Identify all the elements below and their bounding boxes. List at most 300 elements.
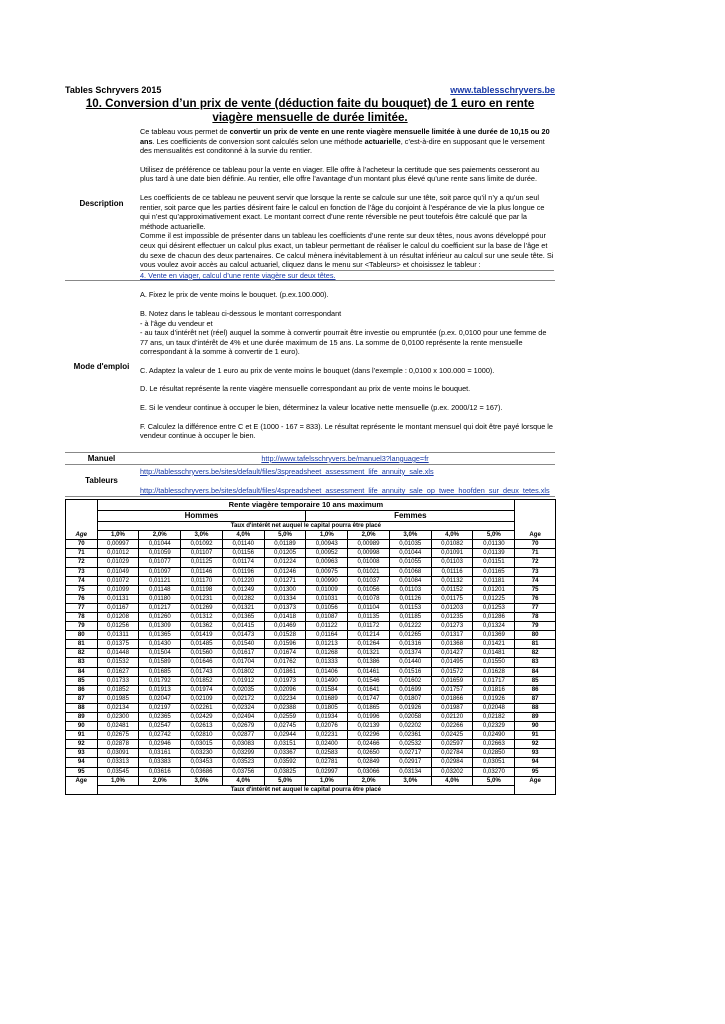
women-coefficient-cell: 0,01926 xyxy=(473,694,515,703)
age-cell: 95 xyxy=(515,767,556,776)
men-coefficient-cell: 0,01321 xyxy=(222,603,264,612)
men-coefficient-cell: 0,01125 xyxy=(181,558,223,567)
women-coefficient-cell: 0,02400 xyxy=(306,740,348,749)
women-coefficient-cell: 0,02850 xyxy=(473,749,515,758)
age-cell: 71 xyxy=(515,549,556,558)
men-coefficient-cell: 0,01174 xyxy=(222,558,264,567)
mode-step-f: F. Calculez la différence entre C et E (1000 - 167 = 833). Le résultat représente le montant mensuel qui doit être payé lorsque le vendeur continue à occuper le bien. xyxy=(140,421,553,441)
women-coefficient-cell: 0,01584 xyxy=(306,685,348,694)
women-coefficient-cell: 0,01374 xyxy=(389,649,431,658)
women-coefficient-cell: 0,01572 xyxy=(431,667,473,676)
mode-step-c: C. Adaptez la valeur de 1 euro au prix de vente moins le bouquet (dans l’exemple : 0,0100 x 100.000 = 1000). xyxy=(140,365,495,375)
women-coefficient-cell: 0,00943 xyxy=(306,540,348,549)
men-coefficient-cell: 0,01049 xyxy=(97,567,139,576)
men-coefficient-cell: 0,02365 xyxy=(139,713,181,722)
age-cell: 86 xyxy=(515,685,556,694)
age-cell: 88 xyxy=(66,703,98,712)
age-cell: 90 xyxy=(66,722,98,731)
women-coefficient-cell: 0,02849 xyxy=(348,758,390,767)
women-coefficient-cell: 0,02984 xyxy=(431,758,473,767)
age-cell: 89 xyxy=(66,713,98,722)
men-coefficient-cell: 0,01107 xyxy=(181,549,223,558)
header-website-link[interactable]: www.tablesschryvers.be xyxy=(450,85,555,95)
men-coefficient-cell: 0,01792 xyxy=(139,676,181,685)
table-row xyxy=(66,622,556,631)
women-coefficient-cell: 0,01164 xyxy=(306,631,348,640)
women-coefficient-cell: 0,01103 xyxy=(431,558,473,567)
annuity-table xyxy=(65,499,556,795)
women-coefficient-cell: 0,01035 xyxy=(389,540,431,549)
women-coefficient-cell: 0,01068 xyxy=(389,567,431,576)
men-coefficient-cell: 0,01092 xyxy=(181,540,223,549)
mode-body xyxy=(138,281,554,452)
women-coefficient-cell: 0,01440 xyxy=(389,658,431,667)
age-cell: 80 xyxy=(66,631,98,640)
rate-header: 5,0% xyxy=(264,531,306,540)
women-coefficient-cell: 0,01104 xyxy=(348,603,390,612)
women-coefficient-cell: 0,01333 xyxy=(306,658,348,667)
men-coefficient-cell: 0,01131 xyxy=(97,594,139,603)
men-coefficient-cell: 0,03151 xyxy=(264,740,306,749)
women-coefficient-cell: 0,01406 xyxy=(306,667,348,676)
table-row xyxy=(66,667,556,676)
rate-caption-footer: Taux d'intérêt net auquel le capital pourra être placé xyxy=(97,785,515,794)
men-coefficient-cell: 0,02810 xyxy=(181,731,223,740)
men-coefficient-cell: 0,02679 xyxy=(222,722,264,731)
rate-caption: Taux d'intérêt net auquel le capital pourra être placé xyxy=(97,522,515,531)
women-coefficient-cell: 0,02466 xyxy=(348,740,390,749)
men-coefficient-cell: 0,01012 xyxy=(97,549,139,558)
men-coefficient-cell: 0,01913 xyxy=(139,685,181,694)
women-coefficient-cell: 0,01153 xyxy=(389,603,431,612)
men-coefficient-cell: 0,03230 xyxy=(181,749,223,758)
rate-header: 3,0% xyxy=(181,531,223,540)
women-coefficient-cell: 0,01172 xyxy=(348,622,390,631)
men-coefficient-cell: 0,03015 xyxy=(181,740,223,749)
age-cell: 93 xyxy=(515,749,556,758)
men-coefficient-cell: 0,01375 xyxy=(97,640,139,649)
age-cell: 75 xyxy=(66,585,98,594)
women-coefficient-cell: 0,03202 xyxy=(431,767,473,776)
women-coefficient-cell: 0,01009 xyxy=(306,585,348,594)
women-coefficient-cell: 0,01659 xyxy=(431,676,473,685)
rate-footer: 2,0% xyxy=(139,776,181,785)
men-coefficient-cell: 0,01044 xyxy=(139,540,181,549)
women-coefficient-cell: 0,02717 xyxy=(389,749,431,758)
men-coefficient-cell: 0,03367 xyxy=(264,749,306,758)
men-coefficient-cell: 0,01311 xyxy=(97,631,139,640)
men-coefficient-cell: 0,01415 xyxy=(222,622,264,631)
men-coefficient-cell: 0,02300 xyxy=(97,713,139,722)
men-coefficient-cell: 0,01743 xyxy=(181,667,223,676)
men-coefficient-cell: 0,01334 xyxy=(264,594,306,603)
men-coefficient-cell: 0,01596 xyxy=(264,640,306,649)
women-coefficient-cell: 0,01421 xyxy=(473,640,515,649)
men-coefficient-cell: 0,01802 xyxy=(222,667,264,676)
women-coefficient-cell: 0,01175 xyxy=(431,594,473,603)
table-row xyxy=(66,731,556,740)
rate-footer-row xyxy=(66,776,556,785)
age-cell: 90 xyxy=(515,722,556,731)
women-coefficient-cell: 0,01717 xyxy=(473,676,515,685)
men-coefficient-cell: 0,01646 xyxy=(181,658,223,667)
men-coefficient-cell: 0,02494 xyxy=(222,713,264,722)
men-coefficient-cell: 0,03299 xyxy=(222,749,264,758)
men-coefficient-cell: 0,01469 xyxy=(264,622,306,631)
mode-step-e: E. Si le vendeur continue à occuper le bien, déterminez la valeur locative nette mensuelle (p.ex. 2000/12 = 167). xyxy=(140,403,503,413)
women-coefficient-cell: 0,01461 xyxy=(348,667,390,676)
desc-text: Ce tableau vous permet de xyxy=(140,127,230,136)
rate-header: 4,0% xyxy=(431,531,473,540)
men-coefficient-cell: 0,01589 xyxy=(139,658,181,667)
men-coefficient-cell: 0,01217 xyxy=(139,603,181,612)
men-coefficient-cell: 0,01059 xyxy=(139,549,181,558)
men-coefficient-cell: 0,01430 xyxy=(139,640,181,649)
age-cell: 73 xyxy=(515,567,556,576)
men-coefficient-cell: 0,01532 xyxy=(97,658,139,667)
women-coefficient-cell: 0,01516 xyxy=(389,667,431,676)
women-coefficient-cell: 0,02076 xyxy=(306,722,348,731)
age-cell: 78 xyxy=(515,612,556,621)
men-coefficient-cell: 0,01189 xyxy=(264,540,306,549)
women-coefficient-cell: 0,01021 xyxy=(348,567,390,576)
men-coefficient-cell: 0,01861 xyxy=(264,667,306,676)
table-row xyxy=(66,713,556,722)
age-cell: 91 xyxy=(66,731,98,740)
women-coefficient-cell: 0,02296 xyxy=(348,731,390,740)
women-coefficient-cell: 0,01987 xyxy=(431,703,473,712)
men-coefficient-cell: 0,02109 xyxy=(181,694,223,703)
women-coefficient-cell: 0,01273 xyxy=(431,622,473,631)
women-coefficient-cell: 0,01122 xyxy=(306,622,348,631)
rate-footer: 4,0% xyxy=(222,776,264,785)
women-coefficient-cell: 0,01056 xyxy=(348,585,390,594)
women-coefficient-cell: 0,01865 xyxy=(348,703,390,712)
men-coefficient-cell: 0,02613 xyxy=(181,722,223,731)
table-row xyxy=(66,549,556,558)
table-row xyxy=(66,740,556,749)
men-coefficient-cell: 0,02047 xyxy=(139,694,181,703)
women-coefficient-cell: 0,02182 xyxy=(473,713,515,722)
women-coefficient-cell: 0,01165 xyxy=(473,567,515,576)
women-coefficient-cell: 0,01628 xyxy=(473,667,515,676)
men-coefficient-cell: 0,01985 xyxy=(97,694,139,703)
women-coefficient-cell: 0,02120 xyxy=(431,713,473,722)
mode-step-b: B. Notez dans le tableau ci-dessous le montant correspondant xyxy=(140,308,342,318)
men-coefficient-cell: 0,01148 xyxy=(139,585,181,594)
age-cell: 85 xyxy=(515,676,556,685)
age-cell: 83 xyxy=(515,658,556,667)
age-cell: 91 xyxy=(515,731,556,740)
age-cell: 72 xyxy=(515,558,556,567)
men-coefficient-cell: 0,01282 xyxy=(222,594,264,603)
table-row xyxy=(66,676,556,685)
men-coefficient-cell: 0,01528 xyxy=(264,631,306,640)
men-coefficient-cell: 0,00997 xyxy=(97,540,139,549)
age-cell: 74 xyxy=(66,576,98,585)
table-row xyxy=(66,631,556,640)
women-coefficient-cell: 0,01641 xyxy=(348,685,390,694)
men-coefficient-cell: 0,01099 xyxy=(97,585,139,594)
women-coefficient-cell: 0,01008 xyxy=(348,558,390,567)
men-coefficient-cell: 0,03453 xyxy=(181,758,223,767)
men-coefficient-cell: 0,01733 xyxy=(97,676,139,685)
women-coefficient-cell: 0,02650 xyxy=(348,749,390,758)
rate-header: 5,0% xyxy=(473,531,515,540)
women-coefficient-cell: 0,01253 xyxy=(473,603,515,612)
men-coefficient-cell: 0,03383 xyxy=(139,758,181,767)
table-row xyxy=(66,585,556,594)
men-coefficient-cell: 0,01196 xyxy=(222,567,264,576)
women-coefficient-cell: 0,01550 xyxy=(473,658,515,667)
men-coefficient-cell: 0,01627 xyxy=(97,667,139,676)
age-cell: 89 xyxy=(515,713,556,722)
rate-header: 3,0% xyxy=(389,531,431,540)
women-coefficient-cell: 0,03134 xyxy=(389,767,431,776)
rate-header: 4,0% xyxy=(222,531,264,540)
mode-section xyxy=(65,281,555,453)
women-coefficient-cell: 0,01181 xyxy=(473,576,515,585)
table-row xyxy=(66,576,556,585)
women-coefficient-cell: 0,01386 xyxy=(348,658,390,667)
women-coefficient-cell: 0,01368 xyxy=(431,640,473,649)
men-coefficient-cell: 0,01540 xyxy=(222,640,264,649)
age-cell: 80 xyxy=(515,631,556,640)
men-coefficient-cell: 0,01140 xyxy=(222,540,264,549)
women-coefficient-cell: 0,03270 xyxy=(473,767,515,776)
men-coefficient-cell: 0,03545 xyxy=(97,767,139,776)
table-row xyxy=(66,612,556,621)
men-coefficient-cell: 0,02234 xyxy=(264,694,306,703)
men-coefficient-cell: 0,02745 xyxy=(264,722,306,731)
men-coefficient-cell: 0,01097 xyxy=(139,567,181,576)
desc-paragraph: Comme il est impossible de présenter dans un tableau les coefficients d’une rente sur deux têtes, nous avons développé pour ceux qui désirent effectuer un calcul plus exact, un tableur permettant de réaliser le calcul du coefficient sur la base de l’âge et du sexe de chacun des deux partenaires. Ce calcul mènera inévitablement à un résultat inférieur au calcul sur une seule tête. Si vous voulez avoir accès au calcul actuariel, cliquez dans le menu sur <Tableurs> et choisissez le tableur : xyxy=(140,231,554,270)
men-coefficient-cell: 0,01072 xyxy=(97,576,139,585)
rate-header: 1,0% xyxy=(97,531,139,540)
women-coefficient-cell: 0,02361 xyxy=(389,731,431,740)
age-cell: 70 xyxy=(515,540,556,549)
men-coefficient-cell: 0,02742 xyxy=(139,731,181,740)
rate-footer: 5,0% xyxy=(264,776,306,785)
desc-emphasis: convertir un prix de vente en une rente viagère mensuelle limitée à une durée de 10,15 ou 20 ans xyxy=(140,127,550,146)
age-cell: 95 xyxy=(66,767,98,776)
women-coefficient-cell: 0,01084 xyxy=(389,576,431,585)
women-coefficient-cell: 0,01689 xyxy=(306,694,348,703)
rate-footer: 3,0% xyxy=(181,776,223,785)
desc-paragraph: Les coefficients de ce tableau ne peuvent servir que lorsque la rente se calcule sur une tête, soit parce qu’il n’y a qu’un seul rentier, soit parce que les parties désirent faire le calcul en fonction de l’âge du conjoint à l’espérance de vie la plus longue ce qui n’est qu’approximativement exact. Le montant correct d’une rente réversible ne peut toutefois être calculé que par la méthode actuarielle. xyxy=(140,192,545,231)
women-coefficient-cell: 0,02139 xyxy=(348,722,390,731)
rate-header: 2,0% xyxy=(348,531,390,540)
women-coefficient-cell: 0,00990 xyxy=(306,576,348,585)
men-coefficient-cell: 0,03592 xyxy=(264,758,306,767)
men-coefficient-cell: 0,02096 xyxy=(264,685,306,694)
men-coefficient-cell: 0,01167 xyxy=(97,603,139,612)
women-coefficient-cell: 0,01044 xyxy=(389,549,431,558)
age-footer: Age xyxy=(515,776,556,785)
men-coefficient-cell: 0,01418 xyxy=(264,612,306,621)
men-coefficient-cell: 0,01077 xyxy=(139,558,181,567)
men-coefficient-cell: 0,01260 xyxy=(139,612,181,621)
women-coefficient-cell: 0,01225 xyxy=(473,594,515,603)
page-header xyxy=(65,85,555,95)
age-cell: 77 xyxy=(66,603,98,612)
rate-footer: 1,0% xyxy=(97,776,139,785)
women-coefficient-cell: 0,01265 xyxy=(389,631,431,640)
table-row xyxy=(66,649,556,658)
table-row xyxy=(66,767,556,776)
women-coefficient-cell: 0,01139 xyxy=(473,549,515,558)
women-coefficient-cell: 0,01151 xyxy=(473,558,515,567)
women-coefficient-cell: 0,02997 xyxy=(306,767,348,776)
description-label: Description xyxy=(79,199,124,209)
men-coefficient-cell: 0,02261 xyxy=(181,703,223,712)
age-cell: 82 xyxy=(515,649,556,658)
men-coefficient-cell: 0,01852 xyxy=(97,685,139,694)
women-coefficient-cell: 0,01546 xyxy=(348,676,390,685)
desc-text: . Les coefficients de conversion sont calculés selon une méthode xyxy=(152,136,365,146)
men-header: Hommes xyxy=(97,511,306,522)
men-coefficient-cell: 0,01373 xyxy=(264,603,306,612)
women-coefficient-cell: 0,01087 xyxy=(306,612,348,621)
two-heads-link[interactable]: 4. Vente en viager, calcul d’une rente viagère sur deux têtes. xyxy=(140,270,554,281)
men-coefficient-cell: 0,03091 xyxy=(97,749,139,758)
men-coefficient-cell: 0,02675 xyxy=(97,731,139,740)
women-coefficient-cell: 0,03051 xyxy=(473,758,515,767)
age-cell: 94 xyxy=(515,758,556,767)
women-coefficient-cell: 0,01116 xyxy=(431,567,473,576)
men-coefficient-cell: 0,03313 xyxy=(97,758,139,767)
age-cell: 71 xyxy=(66,549,98,558)
age-cell: 87 xyxy=(66,694,98,703)
women-coefficient-cell: 0,01201 xyxy=(473,585,515,594)
men-coefficient-cell: 0,01170 xyxy=(181,576,223,585)
women-coefficient-cell: 0,02048 xyxy=(473,703,515,712)
men-coefficient-cell: 0,01205 xyxy=(264,549,306,558)
rate-header: 1,0% xyxy=(306,531,348,540)
men-coefficient-cell: 0,01029 xyxy=(97,558,139,567)
men-coefficient-cell: 0,01365 xyxy=(139,631,181,640)
age-footer: Age xyxy=(66,776,98,785)
men-coefficient-cell: 0,01852 xyxy=(181,676,223,685)
women-coefficient-cell: 0,02663 xyxy=(473,740,515,749)
rate-header-row xyxy=(66,531,556,540)
men-coefficient-cell: 0,01617 xyxy=(222,649,264,658)
women-coefficient-cell: 0,01130 xyxy=(473,540,515,549)
age-cell: 94 xyxy=(66,758,98,767)
women-coefficient-cell: 0,02917 xyxy=(389,758,431,767)
age-cell: 70 xyxy=(66,540,98,549)
men-coefficient-cell: 0,02944 xyxy=(264,731,306,740)
men-coefficient-cell: 0,01419 xyxy=(181,631,223,640)
women-coefficient-cell: 0,01807 xyxy=(389,694,431,703)
mode-step-d: D. Le résultat représente la rente viagère mensuelle correspondant au prix de vente moins le bouquet. xyxy=(140,384,471,394)
men-coefficient-cell: 0,01973 xyxy=(264,676,306,685)
men-coefficient-cell: 0,01974 xyxy=(181,685,223,694)
men-coefficient-cell: 0,03756 xyxy=(222,767,264,776)
tableurs-row xyxy=(65,465,555,497)
women-coefficient-cell: 0,02231 xyxy=(306,731,348,740)
women-coefficient-cell: 0,01321 xyxy=(348,649,390,658)
age-cell: 81 xyxy=(515,640,556,649)
men-coefficient-cell: 0,02877 xyxy=(222,731,264,740)
men-coefficient-cell: 0,01365 xyxy=(222,612,264,621)
age-cell: 72 xyxy=(66,558,98,567)
age-cell: 92 xyxy=(66,740,98,749)
age-cell: 92 xyxy=(515,740,556,749)
men-coefficient-cell: 0,01156 xyxy=(222,549,264,558)
women-coefficient-cell: 0,01316 xyxy=(389,640,431,649)
header-title: Tables Schryvers 2015 xyxy=(65,85,162,95)
mode-step-b: - au taux d’intérêt net (réel) auquel la somme à convertir pourrait être investie ou empruntée (p.ex. 0,0100 pour une femme de 77 ans, un taux d’intérêt de 4% et une durée maximum de 15 ans. La somme de 0,0100 représente la rente mensuelle correspondant à la somme à convertir de 1 euro). xyxy=(140,328,547,357)
manuel-row xyxy=(65,453,555,465)
women-coefficient-cell: 0,01268 xyxy=(306,649,348,658)
men-coefficient-cell: 0,01309 xyxy=(139,622,181,631)
men-coefficient-cell: 0,02197 xyxy=(139,703,181,712)
women-coefficient-cell: 0,01135 xyxy=(348,612,390,621)
mode-step-b: - à l’âge du vendeur et xyxy=(140,318,213,328)
table-row xyxy=(66,640,556,649)
age-cell: 74 xyxy=(515,576,556,585)
manuel-label: Manuel xyxy=(87,453,116,463)
men-coefficient-cell: 0,01674 xyxy=(264,649,306,658)
table-row xyxy=(66,558,556,567)
men-coefficient-cell: 0,01198 xyxy=(181,585,223,594)
women-coefficient-cell: 0,01602 xyxy=(389,676,431,685)
age-cell: 79 xyxy=(66,622,98,631)
men-coefficient-cell: 0,01912 xyxy=(222,676,264,685)
women-coefficient-cell: 0,01203 xyxy=(431,603,473,612)
men-coefficient-cell: 0,01256 xyxy=(97,622,139,631)
women-coefficient-cell: 0,01866 xyxy=(431,694,473,703)
men-coefficient-cell: 0,01312 xyxy=(181,612,223,621)
men-coefficient-cell: 0,02878 xyxy=(97,740,139,749)
men-coefficient-cell: 0,01362 xyxy=(181,622,223,631)
women-coefficient-cell: 0,00963 xyxy=(306,558,348,567)
age-cell: 86 xyxy=(66,685,98,694)
women-coefficient-cell: 0,03066 xyxy=(348,767,390,776)
table-row xyxy=(66,703,556,712)
table-row xyxy=(66,603,556,612)
age-cell: 84 xyxy=(66,667,98,676)
men-coefficient-cell: 0,01208 xyxy=(97,612,139,621)
rate-footer: 1,0% xyxy=(306,776,348,785)
spreadsheet-link-2[interactable]: http://tablesschryvers.be/sites/default/files/4spreadsheet_assessment_life_annuity_sale_op_twee_hoofden_sur_deux_tetes.xls xyxy=(140,486,550,496)
desc-paragraph: Utilisez de préférence ce tableau pour la vente en viager. Elle offre à l’acheteur la certitude que ses paiements cesseront au plus tard à une date bien définie. Au rentier, elle offre l’avantage d’un montant plus élevé qu’une rente sans limite de durée. xyxy=(140,164,540,184)
women-coefficient-cell: 0,01103 xyxy=(389,585,431,594)
men-coefficient-cell: 0,01762 xyxy=(264,658,306,667)
manuel-link[interactable]: http://www.tafelsschryvers.be/manuel3?language=fr xyxy=(261,453,429,463)
women-coefficient-cell: 0,01747 xyxy=(348,694,390,703)
women-coefficient-cell: 0,01495 xyxy=(431,658,473,667)
page-title: 10. Conversion d’un prix de vente (déduction faite du bouquet) de 1 euro en rente viagère mensuelle de durée limitée. xyxy=(85,97,535,124)
women-coefficient-cell: 0,00989 xyxy=(348,540,390,549)
women-coefficient-cell: 0,01214 xyxy=(348,631,390,640)
women-coefficient-cell: 0,02329 xyxy=(473,722,515,731)
women-coefficient-cell: 0,01056 xyxy=(306,603,348,612)
women-coefficient-cell: 0,01055 xyxy=(389,558,431,567)
age-cell: 77 xyxy=(515,603,556,612)
description-section xyxy=(65,127,555,281)
women-coefficient-cell: 0,02266 xyxy=(431,722,473,731)
spreadsheet-link-1[interactable]: http://tablesschryvers.be/sites/default/files/3spreadsheet_assessment_life_annuity_sale.xls xyxy=(140,466,434,476)
table-row xyxy=(66,567,556,576)
men-coefficient-cell: 0,01249 xyxy=(222,585,264,594)
men-coefficient-cell: 0,01473 xyxy=(222,631,264,640)
women-coefficient-cell: 0,01126 xyxy=(389,594,431,603)
men-coefficient-cell: 0,01220 xyxy=(222,576,264,585)
men-coefficient-cell: 0,01246 xyxy=(264,567,306,576)
women-coefficient-cell: 0,01757 xyxy=(431,685,473,694)
